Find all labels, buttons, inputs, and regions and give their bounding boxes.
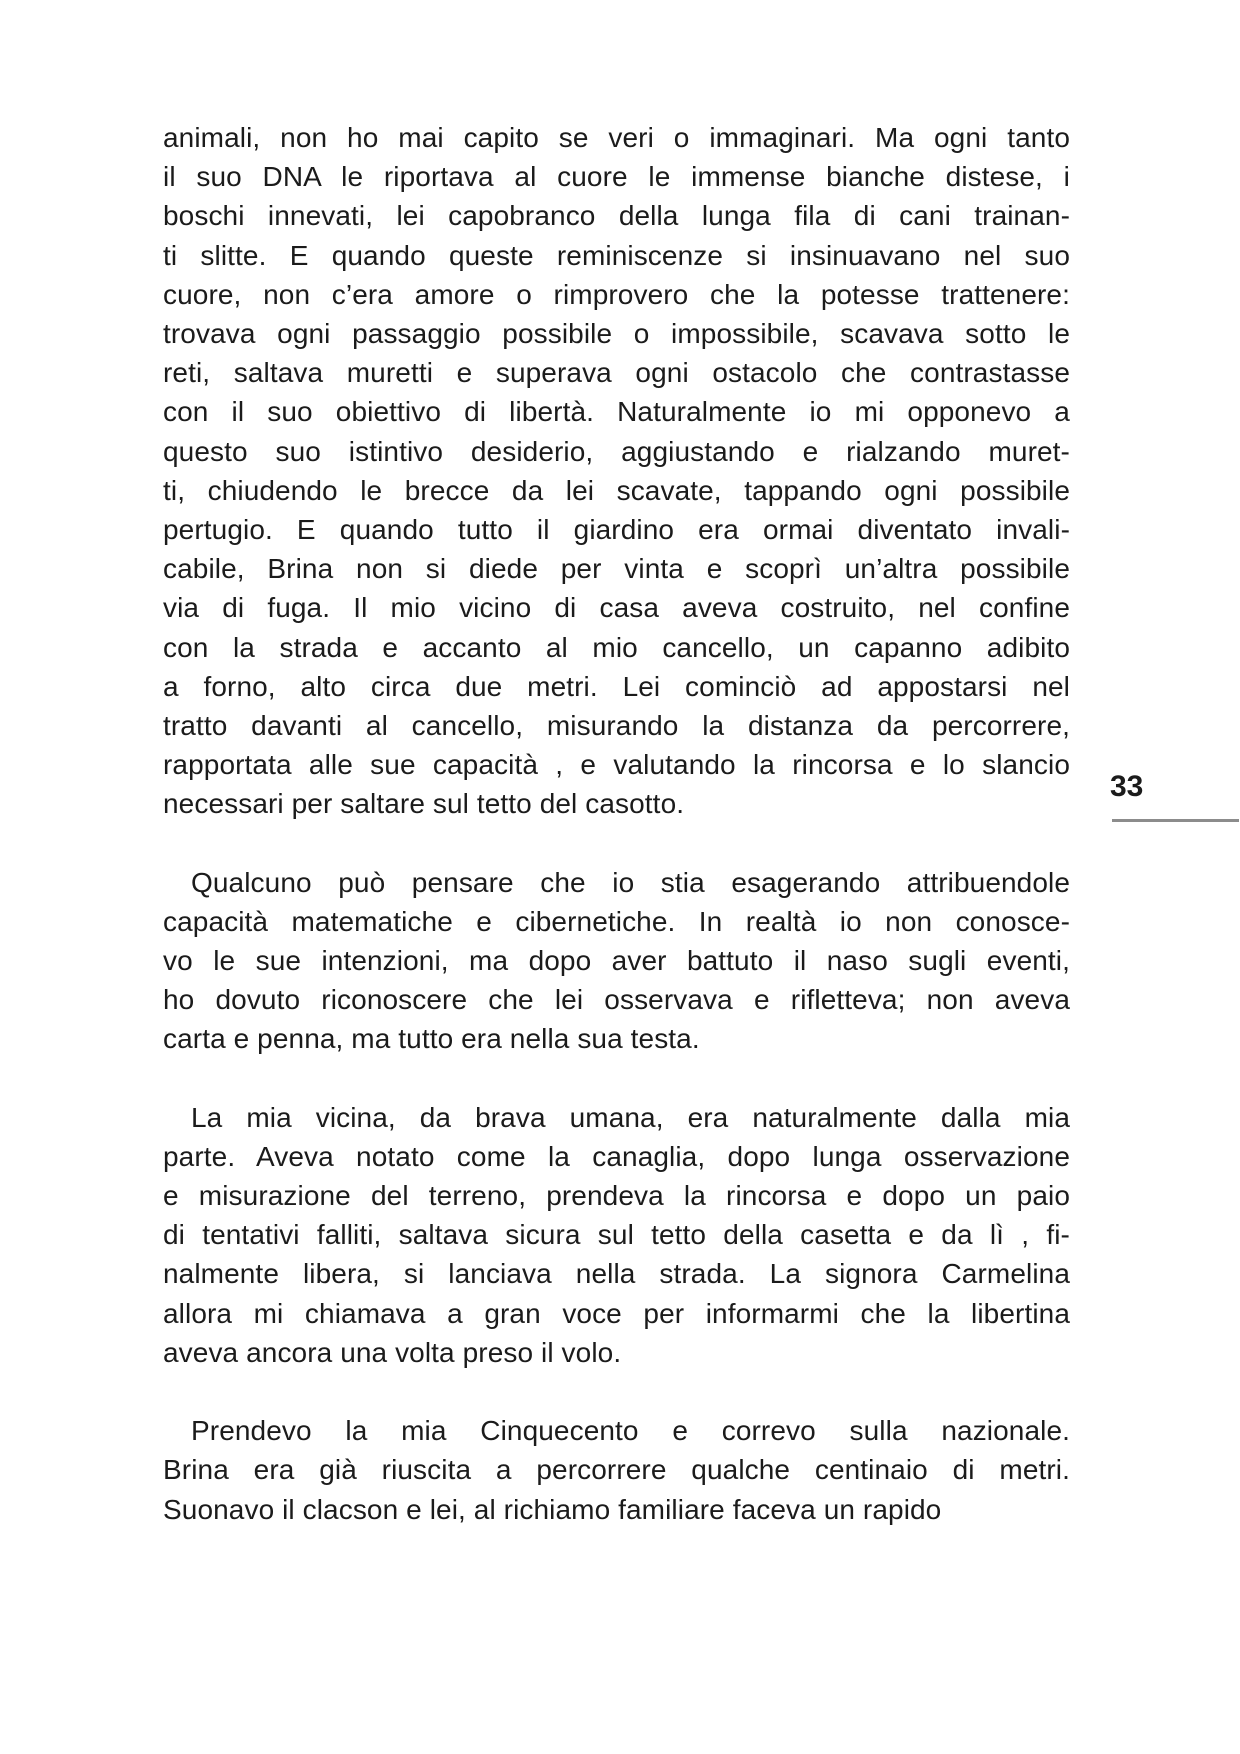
text-line: via di fuga. Il mio vicino di casa aveva costruito, nel confine xyxy=(163,592,1070,624)
paragraph xyxy=(163,1411,1070,1529)
text-line: carta e penna, ma tutto era nella sua testa. xyxy=(163,1023,700,1055)
text-line: il suo DNA le riportava al cuore le immense bianche distese, i xyxy=(163,161,1070,193)
text-line: vo le sue intenzioni, ma dopo aver battuto il naso sugli eventi, xyxy=(163,945,1070,977)
text-line: questo suo istintivo desiderio, aggiustando e rialzando muret- xyxy=(163,435,1070,467)
text-line: ho dovuto riconoscere che lei osservava e rifletteva; non aveva xyxy=(163,984,1070,1016)
page-number: 33 xyxy=(1110,770,1144,803)
text-line: boschi innevati, lei capobranco della lunga fila di cani trainan- xyxy=(163,200,1070,232)
text-line: trovava ogni passaggio possibile o impossibile, scavava sotto le xyxy=(163,318,1070,350)
text-line: cabile, Brina non si diede per vinta e scoprì un’altra possibile xyxy=(163,553,1070,585)
text-line: a forno, alto circa due metri. Lei cominciò ad appostarsi nel xyxy=(163,670,1070,702)
text-line: e misurazione del terreno, prendeva la rincorsa e dopo un paio xyxy=(163,1180,1070,1212)
text-line: ti, chiudendo le brecce da lei scavate, tappando ogni possibile xyxy=(163,474,1070,506)
text-line: Qualcuno può pensare che io stia esagerando attribuendole xyxy=(191,866,1070,898)
text-line: rapportata alle sue capacità , e valutando la rincorsa e lo slancio xyxy=(163,749,1070,781)
text-line: pertugio. E quando tutto il giardino era ormai diventato invali- xyxy=(163,514,1070,546)
text-line: di tentativi falliti, saltava sicura sul tetto della casetta e da lì , fi- xyxy=(163,1219,1070,1251)
text-line: con il suo obiettivo di libertà. Naturalmente io mi opponevo a xyxy=(163,396,1070,428)
paragraph xyxy=(163,1098,1070,1372)
text-line: reti, saltava muretti e superava ogni ostacolo che contrastasse xyxy=(163,357,1070,389)
text-line: allora mi chiamava a gran voce per informarmi che la libertina xyxy=(163,1297,1070,1329)
text-line: con la strada e accanto al mio cancello, un capanno adibito xyxy=(163,631,1070,663)
text-line: Suonavo il clacson e lei, al richiamo familiare faceva un rapido xyxy=(163,1493,942,1525)
paragraph xyxy=(163,863,1070,1059)
text-line: aveva ancora una volta preso il volo. xyxy=(163,1336,622,1368)
footer-rule xyxy=(1112,819,1239,822)
paragraph xyxy=(163,118,1070,824)
text-line: nalmente libera, si lanciava nella strada. La signora Carmelina xyxy=(163,1258,1070,1290)
text-line: cuore, non c’era amore o rimprovero che la potesse trattenere: xyxy=(163,278,1070,310)
text-line: animali, non ho mai capito se veri o immaginari. Ma ogni tanto xyxy=(163,122,1070,153)
text-line: Prendevo la mia Cinquecento e correvo sulla nazionale. xyxy=(191,1415,1070,1447)
page-text-block xyxy=(163,118,1070,1529)
text-line: ti slitte. E quando queste reminiscenze si insinuavano nel suo xyxy=(163,239,1070,271)
text-line: necessari per saltare sul tetto del casotto. xyxy=(163,788,685,820)
text-line: capacità matematiche e cibernetiche. In realtà io non conosce- xyxy=(163,905,1070,937)
text-line: Brina era già riuscita a percorrere qualche centinaio di metri. xyxy=(163,1454,1070,1486)
text-line: tratto davanti al cancello, misurando la distanza da percorrere, xyxy=(163,710,1070,742)
text-line: La mia vicina, da brava umana, era naturalmente dalla mia xyxy=(191,1101,1070,1133)
text-line: parte. Aveva notato come la canaglia, dopo lunga osservazione xyxy=(163,1140,1070,1172)
